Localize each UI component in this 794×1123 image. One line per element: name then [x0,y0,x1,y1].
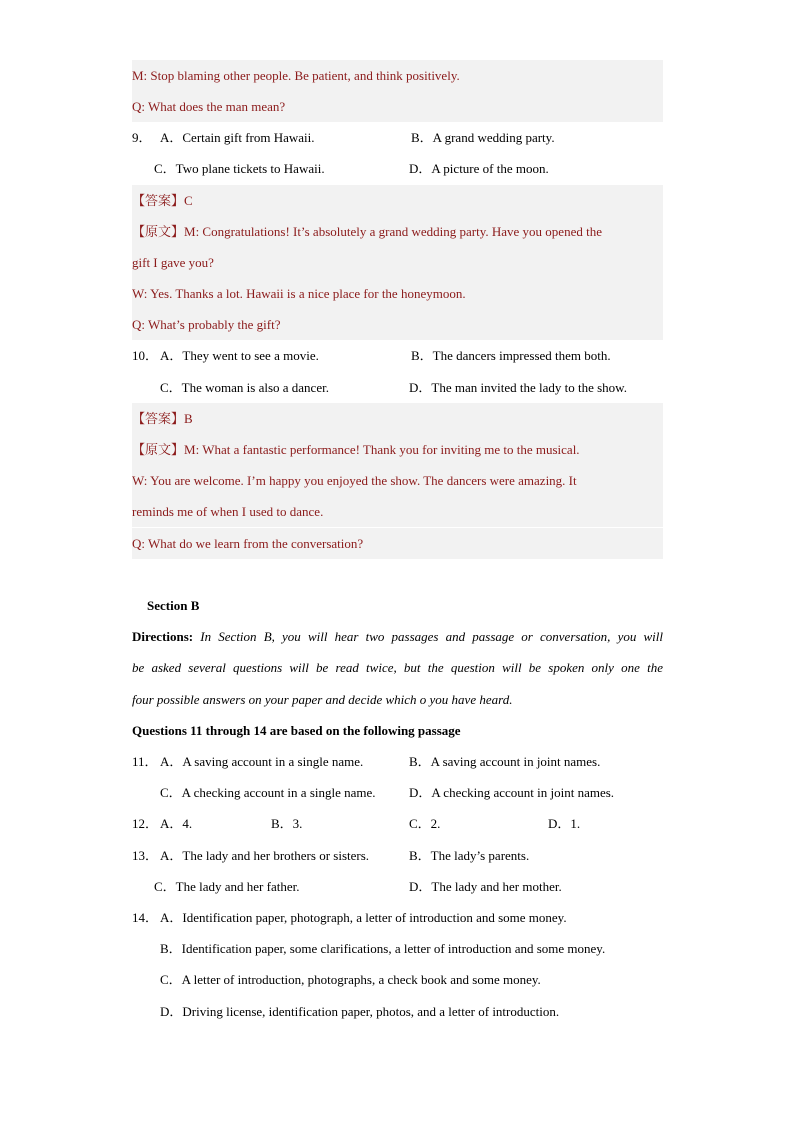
option-d: D．A checking account in joint names. [409,785,615,800]
directions-line [132,621,663,652]
option-a: A．The lady and her brothers or sisters. [160,848,370,863]
option-d: D．Driving license, identification paper, photos, and a letter of introduction. [160,1004,560,1019]
option-b: B．3. [271,816,303,831]
question-number: 13． [132,848,159,863]
option-b: B．The dancers impressed them both. [411,348,611,363]
source-line [132,434,663,465]
directions-text: four possible answers on your paper and decide which o you have heard. [132,692,513,707]
transcript-text: M: Stop blaming other people. Be patient, and think positively. [132,68,460,83]
source-text: M: What a fantastic performance! Thank you for inviting me to the musical. [184,442,580,457]
option-a: A．Identification paper, photograph, a letter of introduction and some money. [160,910,567,925]
option-d: D．The lady and her mother. [409,879,562,894]
transcript-text: Q: What does the man mean? [132,99,286,114]
source-text: M: Congratulations! It’s absolutely a grand wedding party. Have you opened the [184,224,602,239]
option-d: D．1. [548,816,581,831]
option-c: C．The woman is also a dancer. [160,380,329,395]
answer-value: B [184,411,193,426]
source-line [132,278,663,309]
source-line [132,216,663,247]
question-number: 14． [132,910,159,925]
option-b: B．Identification paper, some clarifications, a letter of introduction and some money. [160,941,606,956]
source-line [132,247,663,278]
option-d: D．A picture of the moon. [409,161,549,176]
option-c: C．A checking account in a single name. [160,785,376,800]
source-tag: 【原文】 [132,224,185,239]
answer-tag: 【答案】 [132,411,185,426]
source-line [132,465,663,496]
answer-tag: 【答案】 [132,193,185,208]
option-c: C．A letter of introduction, photographs, a check book and some money. [160,972,541,987]
source-text: Q: What’s probably the gift? [132,317,281,332]
answer-line [132,403,663,434]
option-c: C．The lady and her father. [154,879,300,894]
option-b: B．The lady’s parents. [409,848,530,863]
option-a: A．They went to see a movie. [160,348,319,363]
answer-line [132,185,663,216]
option-b: B．A grand wedding party. [411,130,555,145]
directions-label: Directions: [132,629,194,644]
question-number: 9． [132,130,152,145]
question-number: 10． [132,348,159,363]
directions-line [132,684,663,715]
source-text: gift I gave you? [132,255,214,270]
transcript-question [132,91,663,122]
source-question [132,309,663,340]
source-tag: 【原文】 [132,442,185,457]
directions-line [132,652,663,683]
option-c: C．Two plane tickets to Hawaii. [154,161,325,176]
option-d: D．The man invited the lady to the show. [409,380,627,395]
source-text: W: You are welcome. I’m happy you enjoyed the show. The dancers were amazing. It [132,473,577,488]
answer-value: C [184,193,193,208]
option-c: C．2. [409,816,441,831]
source-text: W: Yes. Thanks a lot. Hawaii is a nice place for the honeymoon. [132,286,466,301]
question-group-heading: Questions 11 through 14 are based on the following passage [132,723,461,738]
directions-text: be asked several questions will be read twice, but the question will be spoken only one the [132,660,663,675]
option-a: A．4. [160,816,193,831]
question-number: 12． [132,816,159,831]
directions-text: In Section B, you will hear two passages and passage or conversation, you will [200,629,664,644]
option-a: A．Certain gift from Hawaii. [160,130,315,145]
source-text: Q: What do we learn from the conversation? [132,536,364,551]
source-line [132,496,663,527]
source-text: reminds me of when I used to dance. [132,504,324,519]
question-number: 11． [132,754,158,769]
option-b: B．A saving account in joint names. [409,754,601,769]
transcript-line [132,60,663,91]
section-title: Section B [147,598,200,613]
option-a: A．A saving account in a single name. [160,754,364,769]
source-question [132,528,663,559]
